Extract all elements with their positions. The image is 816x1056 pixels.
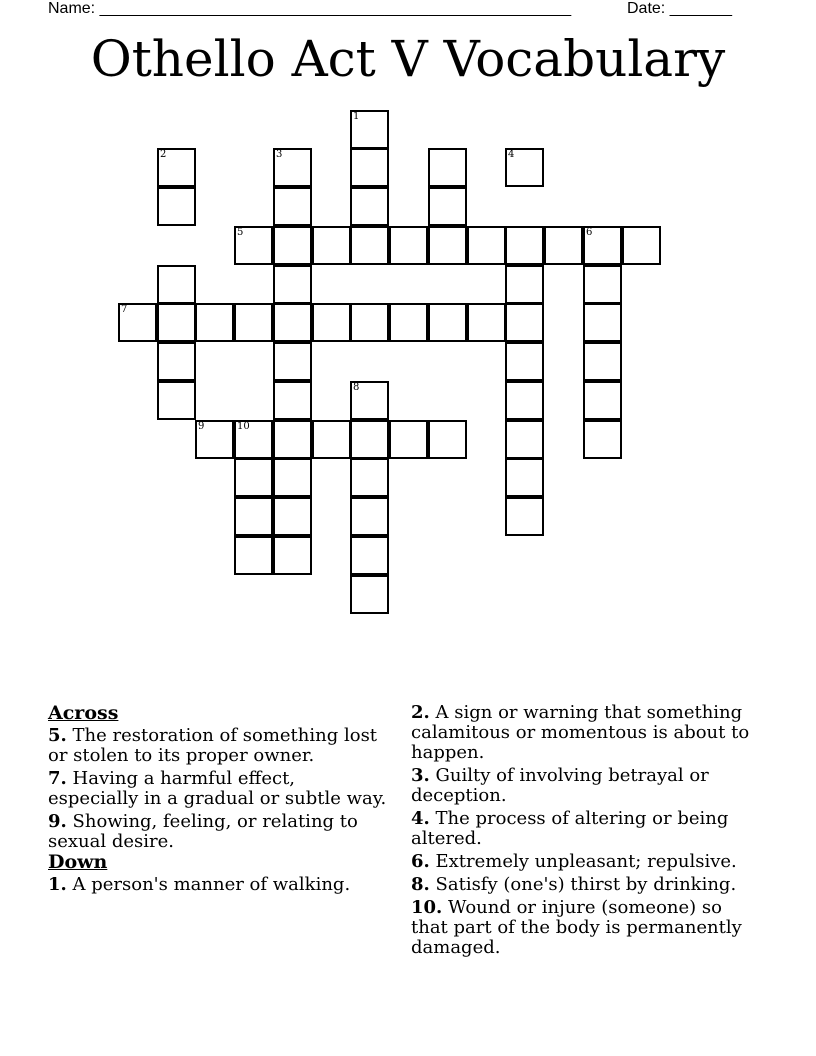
clue-number: 5. <box>48 725 67 746</box>
grid-cell[interactable] <box>622 226 661 265</box>
grid-cell[interactable] <box>583 226 622 265</box>
grid-cell[interactable] <box>428 420 467 459</box>
grid-cell[interactable] <box>350 458 389 497</box>
clue-text: The restoration of something lost or stolen to its proper owner. <box>48 725 378 766</box>
grid-cell[interactable] <box>157 303 196 342</box>
grid-cell[interactable] <box>350 575 389 614</box>
clue-text: Guilty of involving betrayal or deception. <box>411 765 709 806</box>
clue-number: 3. <box>411 765 430 786</box>
across-heading: Across <box>48 702 119 724</box>
grid-cell[interactable] <box>467 226 506 265</box>
clue-across-7 <box>48 769 388 809</box>
clue-number-label: 1 <box>353 111 360 122</box>
clue-down-8 <box>411 875 756 895</box>
clues-right-column <box>411 703 756 958</box>
grid-cell[interactable] <box>428 226 467 265</box>
grid-cell[interactable] <box>505 265 544 304</box>
clue-down-10 <box>411 898 756 958</box>
grid-cell[interactable] <box>350 536 389 575</box>
grid-cell[interactable] <box>389 226 428 265</box>
grid-cell[interactable] <box>389 303 428 342</box>
grid-cell[interactable] <box>234 226 273 265</box>
clue-text: A person's manner of walking. <box>66 874 351 895</box>
clue-number: 7. <box>48 768 67 789</box>
grid-cell[interactable] <box>505 458 544 497</box>
clue-number-label: 7 <box>121 304 128 315</box>
name-field[interactable]: Name: _____________________________________________________ <box>48 0 572 17</box>
grid-cell[interactable] <box>273 536 312 575</box>
grid-cell[interactable] <box>350 148 389 187</box>
grid-cell[interactable] <box>157 265 196 304</box>
grid-cell[interactable] <box>157 381 196 420</box>
grid-cell[interactable] <box>273 226 312 265</box>
grid-cell[interactable] <box>350 187 389 226</box>
clue-across-9 <box>48 812 388 852</box>
grid-cell[interactable] <box>273 342 312 381</box>
clue-text: Having a harmful effect, especially in a gradual or subtle way. <box>48 768 387 809</box>
clue-number: 6. <box>411 851 430 872</box>
grid-cell[interactable] <box>505 148 544 187</box>
grid-cell[interactable] <box>157 187 196 226</box>
grid-cell[interactable] <box>234 497 273 536</box>
grid-cell[interactable] <box>505 497 544 536</box>
grid-cell[interactable] <box>583 381 622 420</box>
grid-cell[interactable] <box>428 303 467 342</box>
date-field[interactable]: Date: _______ <box>627 0 732 17</box>
clue-across-5 <box>48 726 388 766</box>
clue-number-label: 9 <box>198 421 205 432</box>
grid-cell[interactable] <box>350 110 389 149</box>
grid-cell[interactable] <box>273 458 312 497</box>
grid-cell[interactable] <box>273 497 312 536</box>
grid-cell[interactable] <box>350 381 389 420</box>
clue-number: 4. <box>411 808 430 829</box>
clue-number-label: 2 <box>160 149 167 160</box>
clue-down-6 <box>411 852 756 872</box>
clue-down-2 <box>411 703 756 763</box>
grid-cell[interactable] <box>234 536 273 575</box>
clue-text: Extremely unpleasant; repulsive. <box>429 851 737 872</box>
grid-cell[interactable] <box>273 187 312 226</box>
grid-cell[interactable] <box>389 420 428 459</box>
grid-cell[interactable] <box>505 381 544 420</box>
grid-cell[interactable] <box>428 148 467 187</box>
grid-cell[interactable] <box>544 226 583 265</box>
grid-cell[interactable] <box>583 303 622 342</box>
grid-cell[interactable] <box>350 303 389 342</box>
grid-cell[interactable] <box>583 420 622 459</box>
grid-cell[interactable] <box>234 420 273 459</box>
page-title: Othello Act V Vocabulary <box>90 30 726 88</box>
clue-text: Satisfy (one's) thirst by drinking. <box>429 874 737 895</box>
grid-cell[interactable] <box>350 420 389 459</box>
grid-cell[interactable] <box>157 342 196 381</box>
grid-cell[interactable] <box>312 303 351 342</box>
clue-text: A sign or warning that something calamitous or momentous is about to happen. <box>411 702 750 763</box>
grid-cell[interactable] <box>350 226 389 265</box>
grid-cell[interactable] <box>273 265 312 304</box>
clue-number-label: 10 <box>237 421 250 432</box>
grid-cell[interactable] <box>234 458 273 497</box>
clue-text: Showing, feeling, or relating to sexual desire. <box>48 811 358 852</box>
grid-cell[interactable] <box>195 420 234 459</box>
grid-cell[interactable] <box>505 226 544 265</box>
grid-cell[interactable] <box>505 342 544 381</box>
clue-number-label: 4 <box>508 149 515 160</box>
grid-cell[interactable] <box>118 303 157 342</box>
clues-left-column <box>48 703 388 895</box>
grid-cell[interactable] <box>583 342 622 381</box>
clue-text: Wound or injure (someone) so that part of the body is permanently damaged. <box>411 897 742 958</box>
clue-down-1 <box>48 875 388 895</box>
grid-cell[interactable] <box>195 303 234 342</box>
clue-number-label: 6 <box>586 227 593 238</box>
clue-number: 2. <box>411 702 430 723</box>
grid-cell[interactable] <box>273 303 312 342</box>
grid-cell[interactable] <box>583 265 622 304</box>
clue-number-label: 8 <box>353 382 360 393</box>
grid-cell[interactable] <box>312 420 351 459</box>
grid-cell[interactable] <box>312 226 351 265</box>
grid-cell[interactable] <box>350 497 389 536</box>
down-heading: Down <box>48 851 108 873</box>
grid-cell[interactable] <box>273 381 312 420</box>
clue-number: 10. <box>411 897 443 918</box>
grid-cell[interactable] <box>273 148 312 187</box>
clue-number-label: 5 <box>237 227 244 238</box>
clue-number: 1. <box>48 874 67 895</box>
clue-number-label: 3 <box>276 149 283 160</box>
grid-cell[interactable] <box>234 303 273 342</box>
clue-number: 9. <box>48 811 67 832</box>
clue-down-4 <box>411 809 756 849</box>
grid-cell[interactable] <box>467 303 506 342</box>
grid-cell[interactable] <box>505 420 544 459</box>
grid-cell[interactable] <box>273 420 312 459</box>
grid-cell[interactable] <box>428 187 467 226</box>
clue-down-3 <box>411 766 756 806</box>
clue-number: 8. <box>411 874 430 895</box>
grid-cell[interactable] <box>157 148 196 187</box>
grid-cell[interactable] <box>505 303 544 342</box>
clue-text: The process of altering or being altered. <box>411 808 729 849</box>
